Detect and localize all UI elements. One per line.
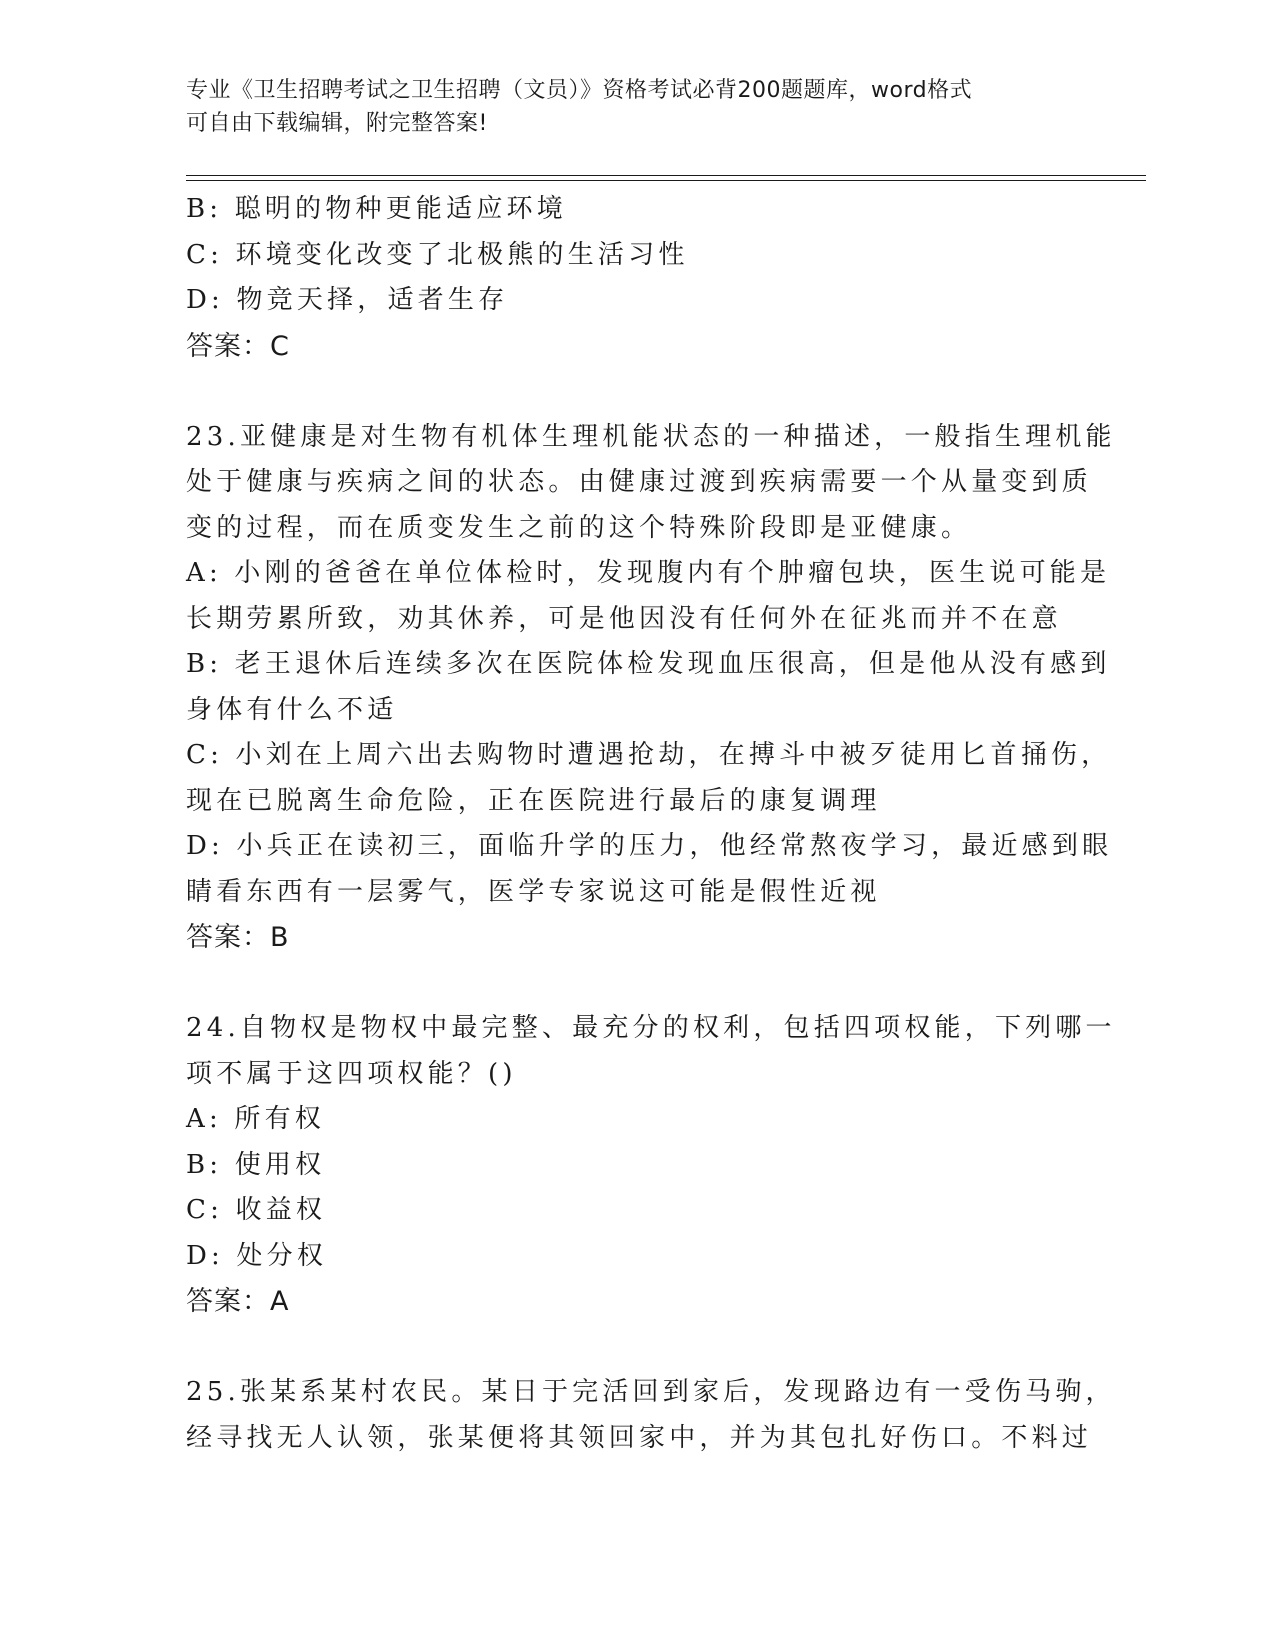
- q23-option-a-line-1: A: 小刚的爸爸在单位体检时，发现腹内有个肿瘤包块，医生说可能是: [186, 558, 1111, 588]
- question-23: [186, 415, 1116, 961]
- q23-option-a-line-2: 长期劳累所致，劝其休养，可是他因没有任何外在征兆而并不在意: [186, 603, 1062, 634]
- q24-option-b: B: 使用权: [186, 1149, 326, 1180]
- q23-stem-line-2: 处于健康与疾病之间的状态。由健康过渡到疾病需要一个从量变到质: [186, 467, 1093, 497]
- q23-stem-line-1: 23.亚健康是对生物有机体生理机能状态的一种描述，一般指生理机能: [186, 421, 1116, 452]
- q23-answer: 答案：B: [186, 922, 290, 953]
- document-header: [186, 74, 1066, 140]
- q22-option-b: B: 聪明的物种更能适应环境: [186, 194, 567, 224]
- q25-stem-line-2: 经寻找无人认领，张某便将其领回家中，并为其包扎好伤口。不料过: [186, 1422, 1093, 1453]
- q22-option-c: C: 环境变化改变了北极熊的生活习性: [186, 239, 689, 270]
- question-content: [186, 187, 1116, 1461]
- q23-option-c-line-2: 现在已脱离生命危险，正在医院进行最后的康复调理: [186, 785, 881, 816]
- q24-option-d: D: 处分权: [186, 1240, 328, 1271]
- question-22-continued: [186, 187, 1086, 369]
- spacer: [186, 1325, 1086, 1371]
- header-title-line-2: 可自由下载编辑，附完整答案!: [186, 111, 488, 136]
- q24-stem-line-1: 24.自物权是物权中最完整、最充分的权利，包括四项权能，下列哪一: [186, 1013, 1116, 1043]
- q22-option-d: D: 物竞天择，适者生存: [186, 285, 509, 315]
- q24-answer: 答案：A: [186, 1286, 290, 1317]
- q23-option-b-line-1: B: 老王退休后连续多次在医院体检发现血压很高，但是他从没有感到: [186, 649, 1111, 679]
- q24-option-c: C: 收益权: [186, 1195, 327, 1225]
- header-title-line-1: 专业《卫生招聘考试之卫生招聘（文员）》资格考试必背200题题库，word格式: [186, 78, 973, 103]
- question-24: [186, 1006, 1116, 1325]
- q22-answer: 答案：C: [186, 330, 290, 362]
- header-divider: [186, 175, 1146, 181]
- q23-option-d-line-1: D: 小兵正在读初三，面临升学的压力，他经常熬夜学习，最近感到眼: [186, 831, 1113, 861]
- q23-stem-line-3: 变的过程，而在质变发生之前的这个特殊阶段即是亚健康。: [186, 512, 972, 543]
- q24-stem-line-2: 项不属于这四项权能？(): [186, 1058, 517, 1089]
- q24-option-a: A: 所有权: [186, 1104, 326, 1134]
- q23-option-b-line-2: 身体有什么不适: [186, 694, 398, 725]
- question-25: [186, 1370, 1116, 1461]
- spacer: [186, 961, 1086, 1007]
- q23-option-d-line-2: 睛看东西有一层雾气，医学专家说这可能是假性近视: [186, 876, 881, 907]
- spacer: [186, 369, 1086, 415]
- q25-stem-line-1: 25.张某系某村农民。某日于完活回到家后，发现路边有一受伤马驹，: [186, 1377, 1116, 1407]
- q23-option-c-line-1: C: 小刘在上周六出去购物时遭遇抢劫，在搏斗中被歹徒用匕首捅伤，: [186, 740, 1112, 770]
